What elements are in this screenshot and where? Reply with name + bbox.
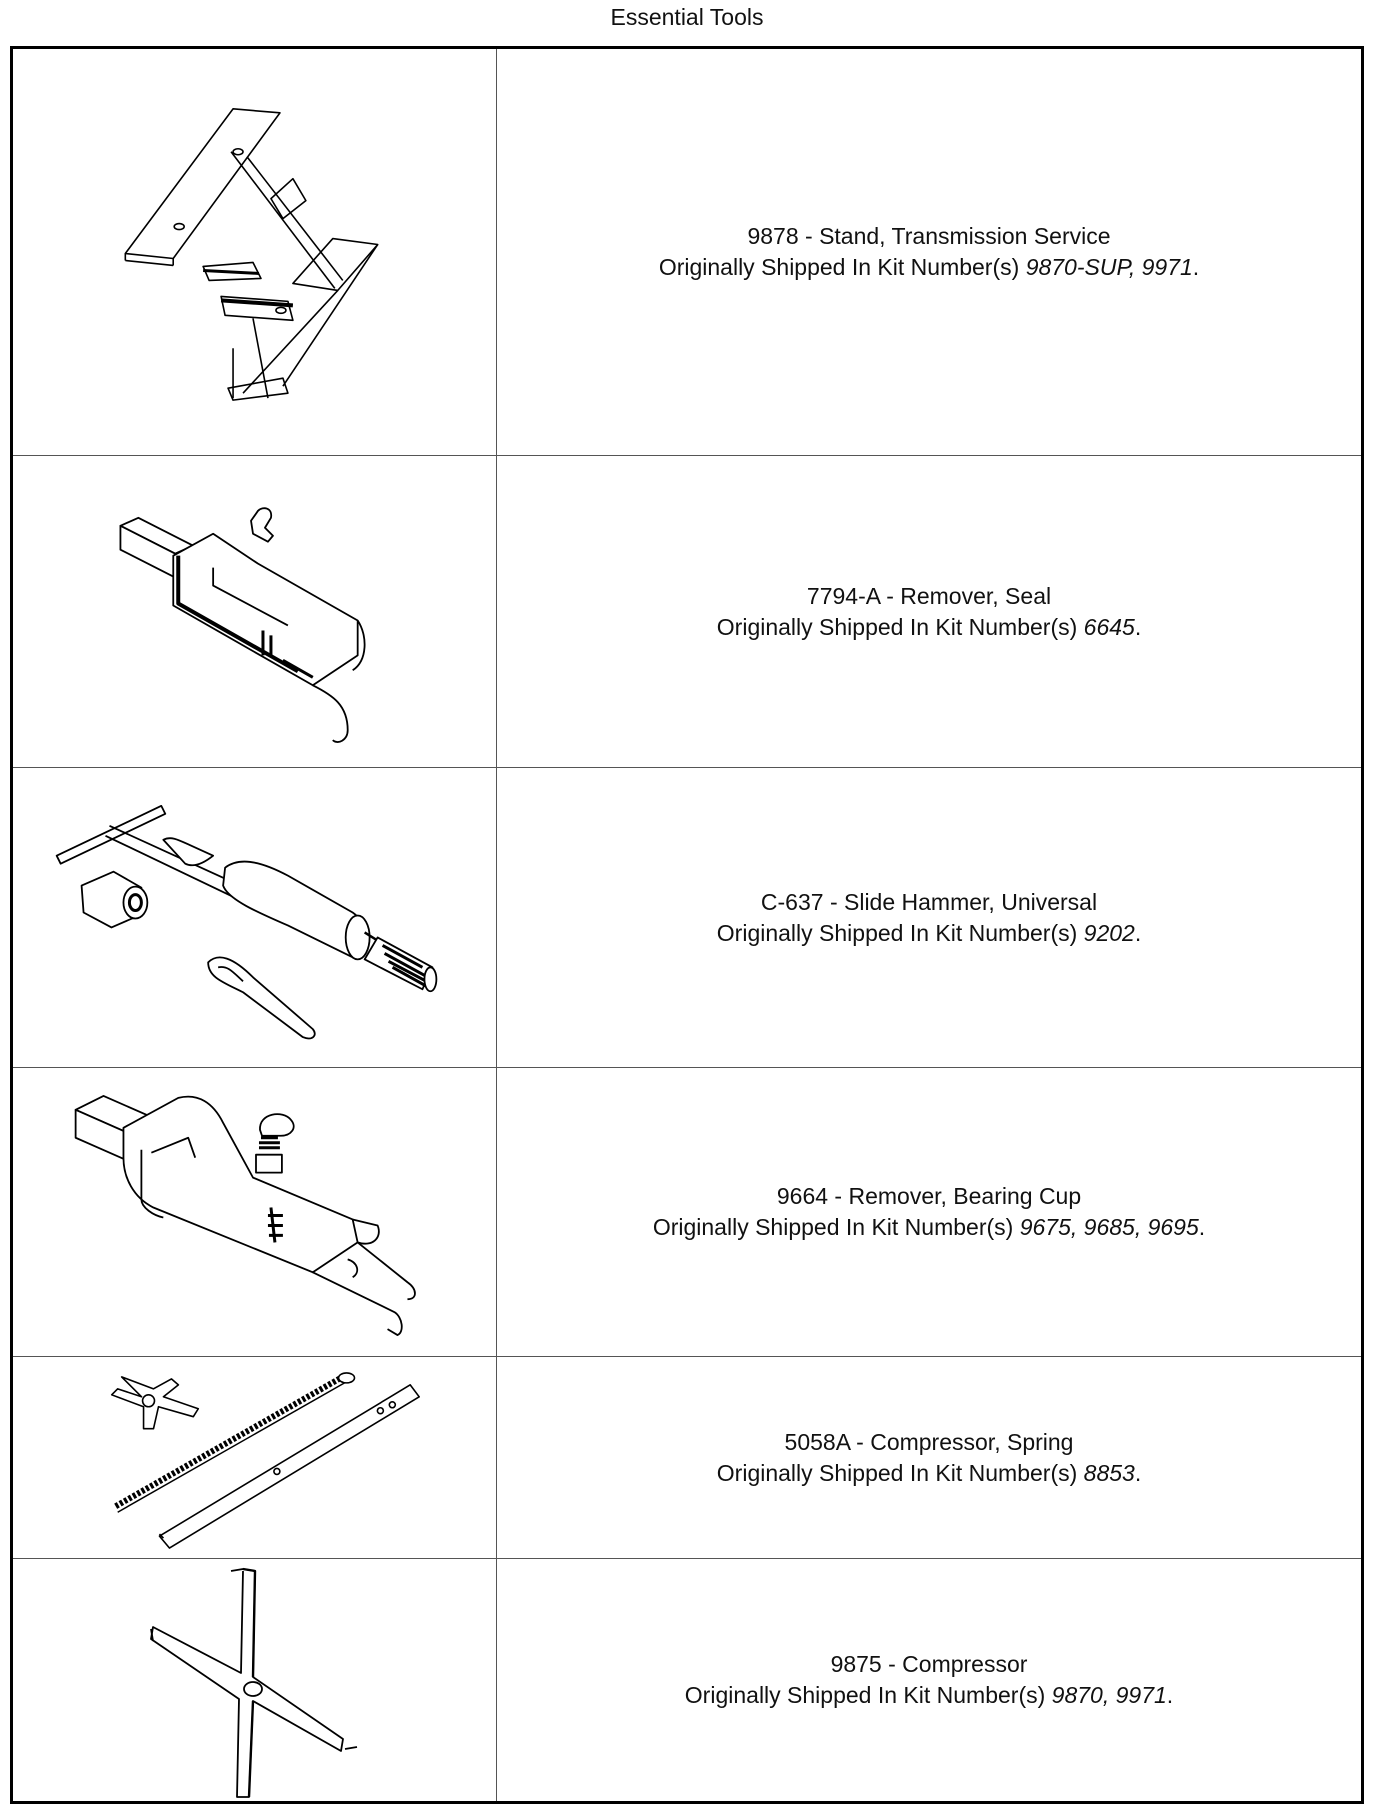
transmission-stand-icon — [13, 49, 497, 455]
kit-numbers: 6645 — [1083, 613, 1135, 640]
bearing-cup-remover-icon — [13, 1068, 497, 1356]
page-title: Essential Tools — [610, 4, 764, 30]
kit-label: Originally Shipped In Kit Number(s) — [658, 254, 1026, 280]
kit-numbers: 9202 — [1083, 919, 1135, 946]
tool-illustration-cell — [13, 1357, 497, 1558]
kit-label: Originally Shipped In Kit Number(s) — [716, 1459, 1084, 1486]
tool-description-cell — [497, 1068, 1361, 1356]
kit-numbers: 8853 — [1083, 1459, 1135, 1486]
kit-label: Originally Shipped In Kit Number(s) — [652, 1214, 1020, 1240]
tool-kits-line — [717, 1458, 1141, 1489]
kit-suffix: . — [1192, 254, 1200, 280]
seal-remover-icon — [13, 456, 497, 767]
tool-illustration-cell — [13, 49, 497, 455]
tool-name: 9878 - Stand, Transmission Service — [747, 223, 1111, 249]
kit-numbers: 9870, 9971 — [1051, 1682, 1167, 1708]
tool-kits-line — [659, 252, 1199, 283]
tool-kits-line — [653, 1212, 1205, 1243]
tool-illustration-cell — [13, 1068, 497, 1356]
tool-illustration-cell — [13, 456, 497, 767]
kit-label: Originally Shipped In Kit Number(s) — [716, 613, 1084, 640]
tool-name: 9664 - Remover, Bearing Cup — [776, 1183, 1082, 1209]
tools-table — [10, 46, 1364, 1804]
kit-numbers: 9675, 9685, 9695 — [1019, 1214, 1199, 1240]
tool-name: 5058A - Compressor, Spring — [784, 1428, 1074, 1455]
kit-label: Originally Shipped In Kit Number(s) — [716, 919, 1084, 946]
kit-suffix: . — [1134, 613, 1142, 640]
kit-suffix: . — [1166, 1682, 1174, 1708]
compressor-cross-icon — [13, 1559, 497, 1801]
kit-label: Originally Shipped In Kit Number(s) — [684, 1682, 1052, 1708]
tool-name: 9875 - Compressor — [830, 1651, 1028, 1677]
tool-illustration-cell — [13, 768, 497, 1067]
tool-description-cell — [497, 1559, 1361, 1801]
table-row — [13, 456, 1361, 768]
table-row — [13, 49, 1361, 456]
table-row — [13, 768, 1361, 1068]
tool-kits-line — [685, 1680, 1173, 1711]
tool-illustration-cell — [13, 1559, 497, 1801]
kit-numbers: 9870-SUP, 9971 — [1025, 254, 1193, 280]
tool-kits-line — [717, 918, 1141, 949]
kit-suffix: . — [1134, 919, 1142, 946]
tool-description-cell — [497, 456, 1361, 767]
table-row — [13, 1357, 1361, 1559]
tool-description-cell — [497, 768, 1361, 1067]
kit-suffix: . — [1198, 1214, 1206, 1240]
tool-name: 7794-A - Remover, Seal — [806, 582, 1052, 609]
tool-description-cell — [497, 1357, 1361, 1558]
spring-compressor-icon — [13, 1357, 497, 1558]
tool-kits-line — [717, 612, 1141, 643]
slide-hammer-icon — [13, 768, 497, 1067]
table-row — [13, 1068, 1361, 1357]
tool-description-cell — [497, 49, 1361, 455]
table-row — [13, 1559, 1361, 1801]
tool-name: C-637 - Slide Hammer, Universal — [760, 888, 1098, 915]
kit-suffix: . — [1134, 1459, 1142, 1486]
